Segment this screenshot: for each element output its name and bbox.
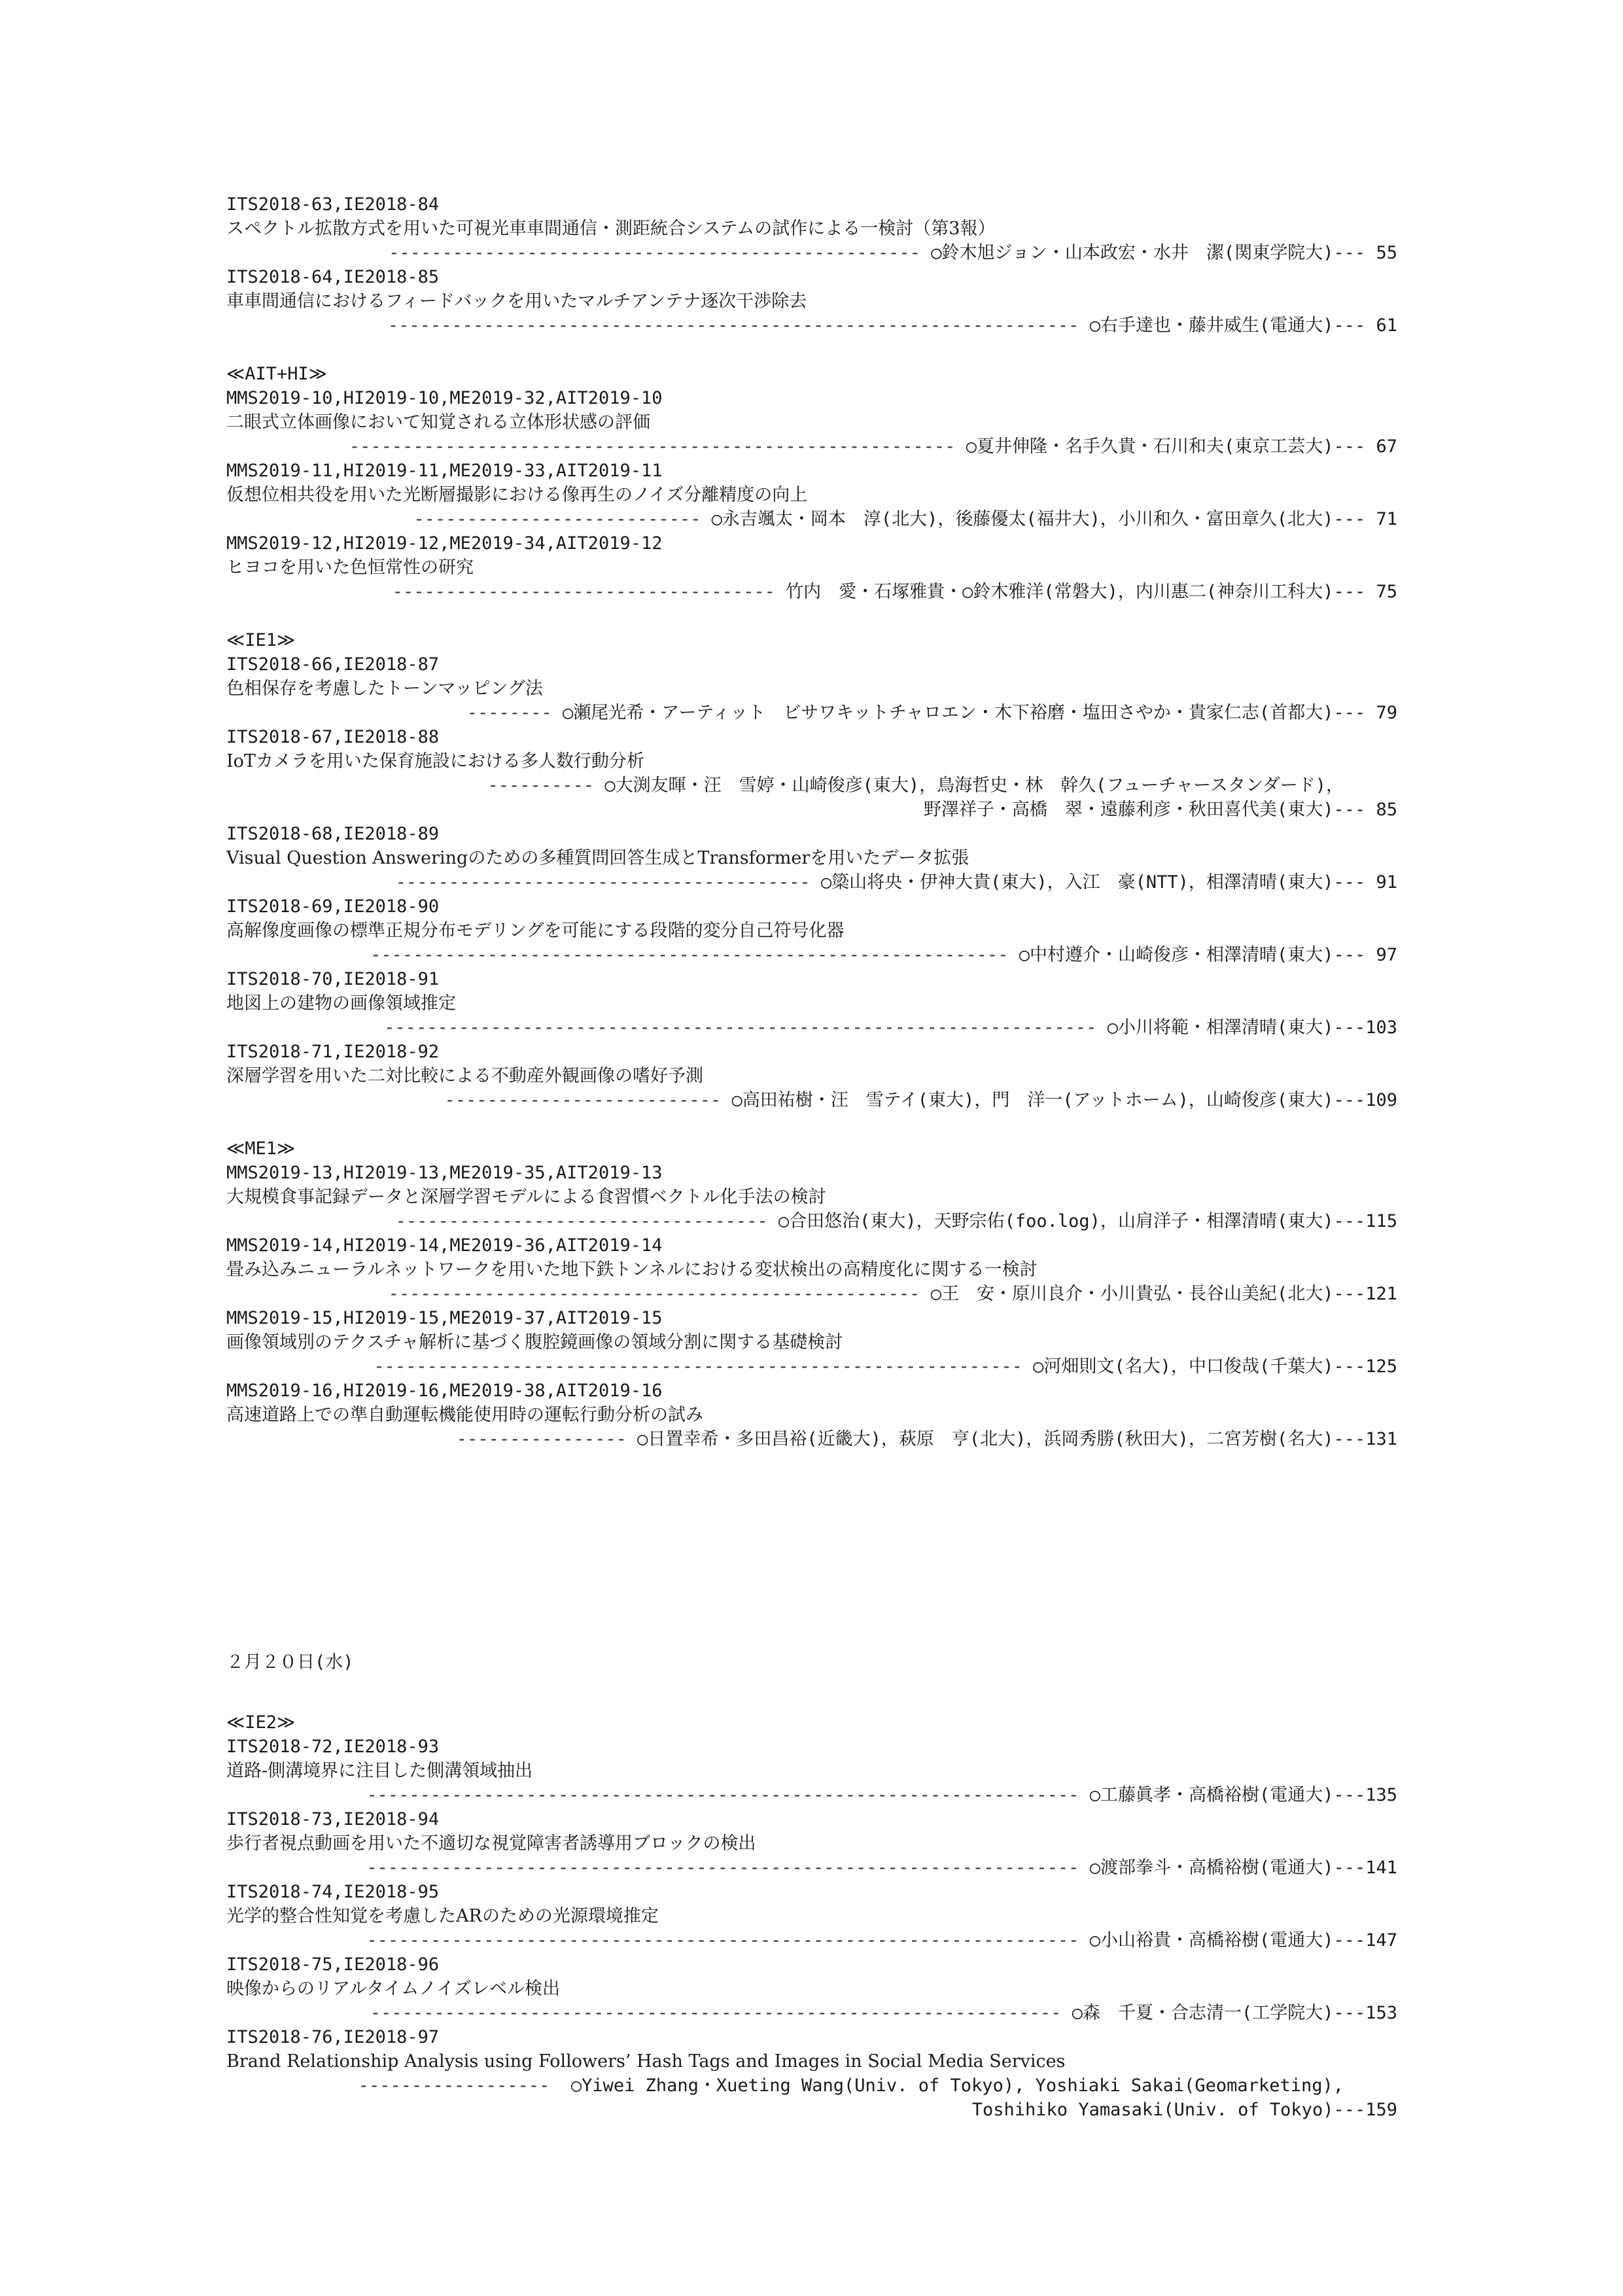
paper-id: MMS2019-12,HI2019-12,ME2019-34,AIT2019-12 (226, 533, 663, 554)
paper-byline-continued (226, 798, 1397, 822)
paper-entry (226, 1161, 1397, 1233)
paper-entry (226, 725, 1397, 822)
paper-title: 畳み込みニューラルネットワークを用いた地下鉄トンネルにおける変状検出の高精度化に関する一検討 (226, 1260, 1038, 1280)
session-ie1 (226, 628, 1397, 1112)
paper-byline (226, 1427, 1397, 1451)
paper-byline (226, 943, 1397, 967)
session-header: ≪ME1≫ (226, 1139, 296, 1159)
paper-id: MMS2019-13,HI2019-13,ME2019-35,AIT2019-13 (226, 1163, 663, 1183)
paper-entry (226, 265, 1397, 338)
paper-entry (226, 1880, 1397, 1952)
page-number: --- 55 (1333, 243, 1397, 263)
paper-authors: ○簗山将央・伊神大貴(東大)，入江 豪(NTT)，相澤清晴(東大) (820, 872, 1334, 892)
paper-byline (226, 241, 1397, 265)
paper-id: ITS2018-71,IE2018-92 (226, 1042, 440, 1062)
paper-id: ITS2018-64,IE2018-85 (226, 267, 440, 287)
paper-byline-continued (226, 2098, 1397, 2122)
paper-authors: ○中村遵介・山崎俊彦・相澤清晴(東大) (1019, 945, 1334, 965)
leader-dashes: ------------------------------------ (392, 582, 775, 602)
paper-id: ITS2018-69,IE2018-90 (226, 896, 440, 917)
paper-title: 画像領域別のテクスチャ解析に基づく腹腔鏡画像の領域分割に関する基礎検討 (226, 1332, 843, 1352)
paper-byline (226, 1783, 1397, 1807)
paper-authors: 野澤祥子・高橋 翠・遠藤利彦・秋田喜代美(東大) (923, 800, 1334, 820)
paper-title: 歩行者視点動画を用いた不適切な視覚障害者誘導用ブロックの検出 (226, 1833, 756, 1854)
paper-authors: ○Yiwei Zhang・Xueting Wang(Univ. of Tokyo), Yoshiaki Sakai(Geomarketing), (570, 2075, 1344, 2096)
page-number: --- 79 (1333, 703, 1397, 723)
paper-id: ITS2018-76,IE2018-97 (226, 2027, 440, 2047)
paper-authors: ○森 千夏・合志清一(工学院大) (1072, 2003, 1334, 2023)
leader-dashes: -------------------------------------------------- (388, 1284, 920, 1304)
paper-byline (226, 2001, 1397, 2025)
paper-authors: 竹内 愛・石塚雅貴・○鈴木雅洋(常磐大)，内川惠二(神奈川工科大) (786, 582, 1334, 602)
paper-byline (226, 434, 1397, 459)
paper-byline (226, 2074, 1397, 2098)
paper-authors: Toshihiko Yamasaki(Univ. of Tokyo) (971, 2100, 1334, 2120)
paper-entry (226, 459, 1397, 531)
paper-byline (226, 701, 1397, 725)
paper-authors: ○鈴木旭ジョン・山本政宏・水井 潔(関東学院大) (931, 243, 1334, 263)
page-number: --- 91 (1333, 872, 1397, 892)
paper-entry (226, 2025, 1397, 2122)
paper-entry (226, 1306, 1397, 1379)
leader-dashes: ------------------------------------------------------------------- (366, 1785, 1079, 1805)
paper-authors: ○大渕友暉・汪 雪婷・山崎俊彦(東大)，鳥海哲史・林 幹久(フューチャースタンダード)， (604, 775, 1344, 796)
paper-authors: ○渡部拳斗・高橋裕樹(電通大) (1089, 1858, 1334, 1878)
paper-byline (226, 1354, 1397, 1379)
paper-title: スペクトル拡散方式を用いた可視光車車間通信・測距統合システムの試作による一検討（第3報） (226, 219, 996, 239)
paper-title: Visual Question Answeringのための多種質問回答生成とTransformerを用いたデータ拡張 (226, 848, 969, 868)
paper-title: 高解像度画像の標準正規分布モデリングを可能にする段階的変分自己符号化器 (226, 921, 845, 941)
paper-entry (226, 1379, 1397, 1451)
page-number: ---121 (1333, 1284, 1397, 1304)
session-header: ≪IE1≫ (226, 630, 296, 650)
page-number: ---103 (1333, 1017, 1397, 1038)
paper-authors: ○合田悠治(東大)，天野宗佑(foo.log)，山肩洋子・相澤清晴(東大) (778, 1211, 1334, 1231)
leader-dashes: -------------------------- (444, 1090, 722, 1110)
page-number: ---115 (1333, 1211, 1397, 1231)
paper-byline (226, 1856, 1397, 1880)
paper-byline (226, 507, 1397, 531)
paper-id: ITS2018-66,IE2018-87 (226, 654, 440, 675)
leader-dashes: --------------------------- (413, 509, 701, 529)
paper-id: ITS2018-67,IE2018-88 (226, 727, 440, 747)
leader-dashes: ---------- (487, 775, 595, 796)
paper-entry (226, 822, 1397, 894)
paper-byline (226, 870, 1397, 894)
paper-entry (226, 192, 1397, 265)
page-number: ---153 (1333, 2003, 1397, 2023)
paper-title: IoTカメラを用いた保育施設における多人数行動分析 (226, 751, 644, 771)
paper-title: 仮想位相共役を用いた光断層撮影における像再生のノイズ分離精度の向上 (226, 485, 808, 505)
page-number: ---147 (1333, 1930, 1397, 1951)
paper-id: ITS2018-72,IE2018-93 (226, 1737, 440, 1757)
paper-entry (226, 967, 1397, 1040)
page-number: --- 97 (1333, 945, 1397, 965)
paper-byline (226, 1088, 1397, 1112)
leader-dashes: -------------------------------------------------- (389, 243, 920, 263)
paper-authors: ○小山裕貴・高橋裕樹(電通大) (1089, 1930, 1334, 1951)
paper-byline (226, 1016, 1397, 1040)
leader-dashes: ----------------------------------------------------------------- (370, 2003, 1062, 2023)
paper-authors: ○小川将範・相澤清晴(東大) (1107, 1017, 1334, 1038)
page-number: ---141 (1333, 1858, 1397, 1878)
paper-entry (226, 1807, 1397, 1880)
leader-dashes: --------------------------------------------------------- (349, 436, 956, 457)
paper-id: ITS2018-75,IE2018-96 (226, 1954, 440, 1975)
paper-title: ヒヨコを用いた色恒常性の研究 (226, 557, 474, 578)
paper-id: ITS2018-68,IE2018-89 (226, 824, 440, 844)
session-me1 (226, 1137, 1397, 1451)
day1-listing (226, 192, 1397, 1451)
paper-authors: ○王 安・原川良介・小川貴弘・長谷山美紀(北大) (930, 1284, 1334, 1304)
paper-entry (226, 1735, 1397, 1807)
paper-title: 地図上の建物の画像領域推定 (226, 993, 456, 1014)
paper-byline (226, 313, 1397, 338)
paper-entry (226, 386, 1397, 459)
page-number: --- 67 (1333, 436, 1397, 457)
day2-listing (226, 1650, 1397, 2122)
paper-id: ITS2018-70,IE2018-91 (226, 969, 440, 989)
leader-dashes: -------- (466, 703, 552, 723)
paper-id: MMS2019-10,HI2019-10,ME2019-32,AIT2019-10 (226, 388, 663, 408)
page-number: ---109 (1333, 1090, 1397, 1110)
page-number: --- 71 (1333, 509, 1397, 529)
paper-id: MMS2019-15,HI2019-15,ME2019-37,AIT2019-15 (226, 1308, 663, 1328)
page-number: ---131 (1333, 1429, 1397, 1449)
leader-dashes: --------------------------------------- (395, 872, 811, 892)
leader-dashes: ------------------ (358, 2075, 550, 2096)
leader-dashes: ----------------------------------------------------------------- (387, 315, 1079, 336)
leader-dashes: ------------------------------------------------------------- (374, 1356, 1022, 1377)
paper-entry (226, 1233, 1397, 1306)
paper-entry (226, 1952, 1397, 2025)
page-number: ---125 (1333, 1356, 1397, 1377)
leader-dashes: ---------------- (456, 1429, 627, 1449)
paper-id: MMS2019-11,HI2019-11,ME2019-33,AIT2019-11 (226, 461, 663, 481)
paper-authors: ○工藤眞孝・高橋裕樹(電通大) (1089, 1785, 1334, 1805)
leader-dashes: ------------------------------------------------------------------- (366, 1858, 1079, 1878)
page-number: ---159 (1333, 2100, 1397, 2120)
paper-authors: ○永吉颯太・岡本 淳(北大)，後藤優太(福井大)，小川和久・富田章久(北大) (711, 509, 1334, 529)
paper-authors: ○右手達也・藤井威生(電通大) (1089, 315, 1334, 336)
session-ie2 (226, 1710, 1397, 2122)
leader-dashes: ------------------------------------------------------------ (370, 945, 1009, 965)
paper-byline (226, 1928, 1397, 1952)
paper-byline (226, 1282, 1397, 1306)
leader-dashes: ------------------------------------------------------------------- (384, 1017, 1097, 1038)
paper-byline (226, 580, 1397, 604)
paper-title: 二眼式立体画像において知覚される立体形状感の評価 (226, 412, 650, 433)
paper-id: MMS2019-16,HI2019-16,ME2019-38,AIT2019-16 (226, 1381, 663, 1401)
day-heading: ２月２０日(水) (226, 1652, 354, 1672)
paper-title: 光学的整合性知覚を考慮したARのための光源環境推定 (226, 1906, 659, 1926)
session-header: ≪IE2≫ (226, 1712, 296, 1733)
paper-id: ITS2018-63,IE2018-84 (226, 194, 440, 215)
session-header: ≪AIT+HI≫ (226, 364, 328, 384)
paper-title: 大規模食事記録データと深層学習モデルによる食習慣ベクトル化手法の検討 (226, 1187, 826, 1207)
paper-byline (226, 1209, 1397, 1233)
paper-entry (226, 1040, 1397, 1112)
leader-dashes: ------------------------------------------------------------------- (366, 1930, 1079, 1951)
leader-dashes: ----------------------------------- (395, 1211, 768, 1231)
paper-id: ITS2018-73,IE2018-94 (226, 1809, 440, 1829)
paper-title: Brand Relationship Analysis using Followers’ Hash Tags and Images in Social Media Services (226, 2051, 1066, 2072)
page-number: --- 85 (1333, 800, 1397, 820)
paper-authors: ○高田祐樹・汪 雪テイ(東大)，門 洋一(アットホーム)，山崎俊彦(東大) (731, 1090, 1334, 1110)
page-number: ---135 (1333, 1785, 1397, 1805)
paper-title: 高速道路上での準自動運転機能使用時の運転行動分析の試み (226, 1405, 703, 1425)
paper-authors: ○日置幸希・多田昌裕(近畿大)，萩原 亨(北大)，浜岡秀勝(秋田大)，二宮芳樹(名大) (637, 1429, 1334, 1449)
paper-title: 深層学習を用いた二対比較による不動産外観画像の嗜好予測 (226, 1066, 703, 1086)
paper-title: 色相保存を考慮したトーンマッピング法 (226, 679, 543, 699)
paper-entry (226, 531, 1397, 604)
paper-id: MMS2019-14,HI2019-14,ME2019-36,AIT2019-14 (226, 1235, 663, 1256)
paper-id: ITS2018-74,IE2018-95 (226, 1882, 440, 1902)
page-number: --- 61 (1333, 315, 1397, 336)
paper-title: 道路-側溝境界に注目した側溝領域抽出 (226, 1761, 533, 1781)
paper-entry (226, 652, 1397, 725)
paper-authors: ○河畑則文(名大)，中口俊哉(千葉大) (1033, 1356, 1334, 1377)
paper-byline (226, 773, 1397, 798)
paper-authors: ○瀬尾光希・アーティット ビサワキットチャロエン・木下裕磨・塩田さやか・貴家仁志(首都大) (563, 703, 1334, 723)
paper-entry (226, 894, 1397, 967)
paper-authors: ○夏井伸隆・名手久貴・石川和夫(東京工芸大) (966, 436, 1334, 457)
paper-title: 映像からのリアルタイムノイズレベル検出 (226, 1979, 561, 1999)
paper-title: 車車間通信におけるフィードバックを用いたマルチアンテナ逐次干渉除去 (226, 291, 807, 311)
page-number: --- 75 (1333, 582, 1397, 602)
session-ait-hi (226, 362, 1397, 604)
